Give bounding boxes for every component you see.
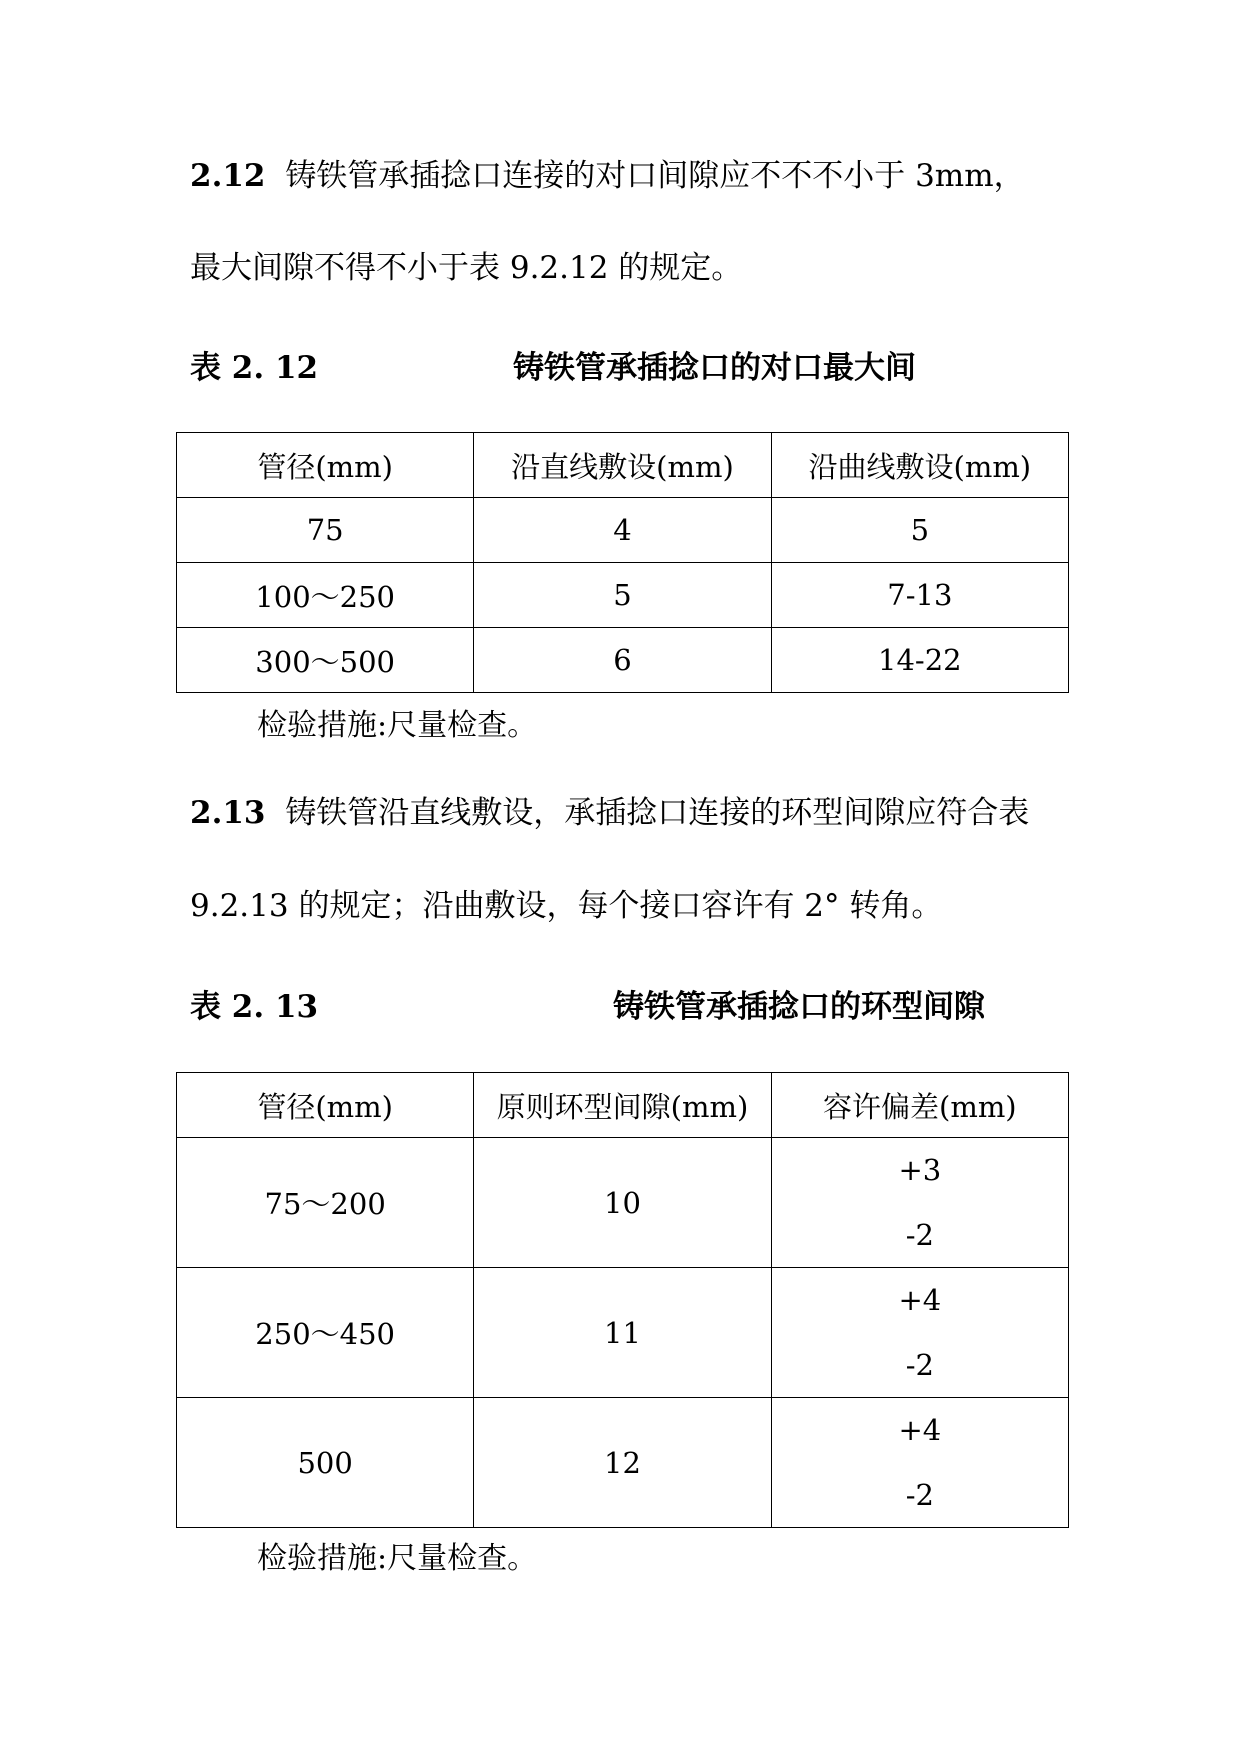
table-cell: 75～200	[177, 1138, 474, 1268]
tolerance-plus: +4	[898, 1413, 942, 1448]
table-cell: 300～500	[177, 628, 474, 693]
tolerance-minus: -2	[905, 1217, 934, 1252]
table-cell: 10	[474, 1138, 771, 1268]
tolerance-cell	[771, 1268, 1068, 1398]
table-cell: 75	[177, 498, 474, 563]
table-2-13	[176, 1072, 1069, 1528]
table-title: 铸铁管承插捻口的对口最大间	[513, 350, 916, 386]
section-2-12-line1	[190, 158, 1070, 195]
table-header-row	[177, 433, 1069, 498]
header-cell: 原则环型间隙(mm)	[474, 1073, 771, 1138]
table-cell: 500	[177, 1398, 474, 1528]
inspection-note: 检验措施:尺量检查。	[257, 708, 538, 743]
header-cell: 管径(mm)	[177, 1073, 474, 1138]
table-2-12	[176, 432, 1069, 693]
paragraph-text: 铸铁管承插捻口连接的对口间隙应不不不小于 3mm，	[285, 158, 1025, 194]
table-cell: 100～250	[177, 563, 474, 628]
section-2-12-line2: 最大间隙不得不小于表 9.2.12 的规定。	[190, 250, 743, 286]
table-cell: 250～450	[177, 1268, 474, 1398]
tolerance-plus: +3	[898, 1153, 942, 1188]
section-2-13-line2: 9.2.13 的规定；沿曲敷设，每个接口容许有 2° 转角。	[190, 888, 943, 924]
header-cell: 沿曲线敷设(mm)	[771, 433, 1068, 498]
table-cell: 11	[474, 1268, 771, 1398]
table-cell: 7-13	[771, 563, 1068, 628]
inspection-note: 检验措施:尺量检查。	[257, 1541, 538, 1576]
table-title: 铸铁管承插捻口的环型间隙	[613, 989, 985, 1025]
table-row	[177, 563, 1069, 628]
table-cell: 4	[474, 498, 771, 563]
section-number: 2.13	[190, 795, 266, 831]
table-cell: 14-22	[771, 628, 1068, 693]
table-row	[177, 1138, 1069, 1268]
table-cell: 12	[474, 1398, 771, 1528]
section-2-13-line1	[190, 795, 1070, 832]
table-number: 表 2. 12	[190, 350, 319, 386]
paragraph-text: 铸铁管沿直线敷设，承插捻口连接的环型间隙应符合表	[285, 795, 1030, 831]
header-cell: 容许偏差(mm)	[771, 1073, 1068, 1138]
table-cell: 5	[474, 563, 771, 628]
header-cell: 沿直线敷设(mm)	[474, 433, 771, 498]
table-cell: 6	[474, 628, 771, 693]
tolerance-cell	[771, 1398, 1068, 1528]
table-header-row	[177, 1073, 1069, 1138]
table-row	[177, 1398, 1069, 1528]
table-cell: 5	[771, 498, 1068, 563]
tolerance-minus: -2	[905, 1477, 934, 1512]
table-number: 表 2. 13	[190, 989, 319, 1025]
section-number: 2.12	[190, 158, 266, 194]
table-row	[177, 628, 1069, 693]
table-row	[177, 498, 1069, 563]
header-cell: 管径(mm)	[177, 433, 474, 498]
tolerance-cell	[771, 1138, 1068, 1268]
table-row	[177, 1268, 1069, 1398]
tolerance-plus: +4	[898, 1283, 942, 1318]
tolerance-minus: -2	[905, 1347, 934, 1382]
